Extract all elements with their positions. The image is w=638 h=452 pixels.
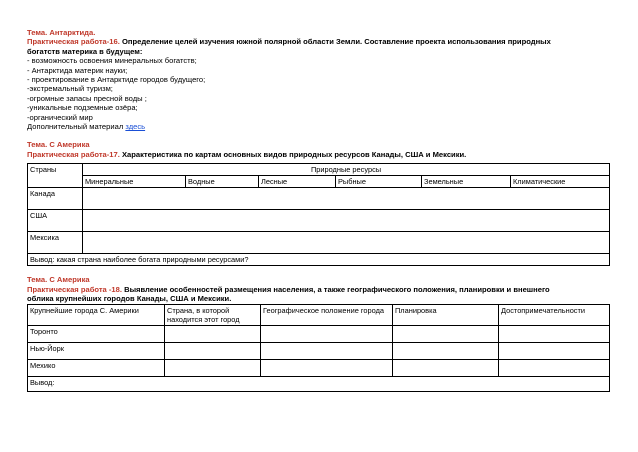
section3-work-title (27, 285, 609, 294)
section1-work-label: Практическая работа-16. (27, 37, 120, 47)
section3-theme: Тема. С Америка (27, 275, 90, 285)
section1-work-title (27, 37, 609, 46)
resources-conclusion: Вывод: какая страна наиболее богата природными ресурсами? (28, 254, 610, 266)
table-row (28, 342, 610, 359)
section1-extra-text: Дополнительный материал (27, 122, 126, 132)
section2-theme: Тема. С Америка (27, 140, 90, 150)
cities-cell[interactable] (393, 342, 499, 359)
cities-cell[interactable] (261, 325, 393, 342)
cities-header: Географическое положение города (261, 304, 393, 325)
section2-work-title (27, 150, 609, 159)
cities-cell[interactable] (393, 325, 499, 342)
resources-subheader: Климатические (511, 176, 610, 188)
cities-cell[interactable] (165, 325, 261, 342)
resources-table (27, 163, 610, 266)
section1-item: -уникальные подземные озёра; (27, 103, 138, 113)
cities-cell[interactable] (261, 342, 393, 359)
resources-row-cells[interactable] (83, 210, 610, 232)
cities-cell[interactable] (499, 342, 610, 359)
resources-row-cells[interactable] (83, 232, 610, 254)
cities-cell[interactable] (499, 359, 610, 376)
resources-subheader: Земельные (422, 176, 511, 188)
section1-item: -экстремальный туризм; (27, 84, 113, 94)
section1-work-title-part1: Определение целей изучения южной полярной области Земли. Составление проекта использования природных (119, 37, 551, 47)
cities-header: Крупнейшие города С. Америки (28, 304, 165, 325)
resources-header-countries: Страны (28, 164, 83, 188)
section1-extra-link[interactable]: здесь (125, 122, 146, 132)
resources-header-natural: Природные ресурсы (83, 164, 610, 176)
cities-header: Планировка (393, 304, 499, 325)
section1-item: -органический мир (27, 112, 93, 122)
section3-work-label: Практическая работа -18. (27, 284, 122, 294)
resources-subheader: Лесные (259, 176, 336, 188)
cities-conclusion: Вывод: (28, 376, 610, 391)
cities-row-city: Мехико (28, 359, 165, 376)
cities-cell[interactable] (499, 325, 610, 342)
cities-row-city: Торонто (28, 325, 165, 342)
table-row (28, 359, 610, 376)
cities-table (27, 304, 610, 392)
table-row (28, 232, 610, 254)
section1-item: - проектирование в Антарктиде городов будущего; (27, 75, 206, 85)
resources-row-country: Канада (28, 188, 83, 210)
table-row (28, 210, 610, 232)
cities-cell[interactable] (165, 359, 261, 376)
resources-subheader: Рыбные (336, 176, 422, 188)
cities-header: Страна, в которой находится этот город (165, 304, 261, 325)
cities-cell[interactable] (393, 359, 499, 376)
cities-header: Достопримечательности (499, 304, 610, 325)
section1-work-title-part2: богатств материка в будущем: (27, 46, 143, 56)
section1-item: -огромные запасы пресной воды ; (27, 93, 147, 103)
resources-row-country: США (28, 210, 83, 232)
table-row (28, 188, 610, 210)
section3-work-title-part2: облика крупнейших городов Канады, США и Мексики. (27, 294, 232, 304)
resources-row-country: Мексика (28, 232, 83, 254)
section3-work-title-part1: Выявление особенностей размещения населения, а также географического положения, планировки и внешнего (121, 284, 550, 294)
resources-subheader: Водные (186, 176, 259, 188)
resources-row-cells[interactable] (83, 188, 610, 210)
cities-row-city: Нью-Йорк (28, 342, 165, 359)
section2-work-label: Практическая работа-17. (27, 149, 120, 159)
section2-work-title-text: Характеристика по картам основных видов природных ресурсов Канады, США и Мексики. (119, 149, 467, 159)
section1-theme: Тема. Антарктида. (27, 28, 96, 37)
cities-cell[interactable] (165, 342, 261, 359)
section1-item: - Антарктида материк науки; (27, 65, 128, 75)
table-row (28, 325, 610, 342)
cities-cell[interactable] (261, 359, 393, 376)
section1-extra (27, 122, 609, 131)
resources-subheader: Минеральные (83, 176, 186, 188)
document-page (27, 28, 609, 392)
section1-item: - возможность освоения минеральных богатств; (27, 56, 197, 66)
